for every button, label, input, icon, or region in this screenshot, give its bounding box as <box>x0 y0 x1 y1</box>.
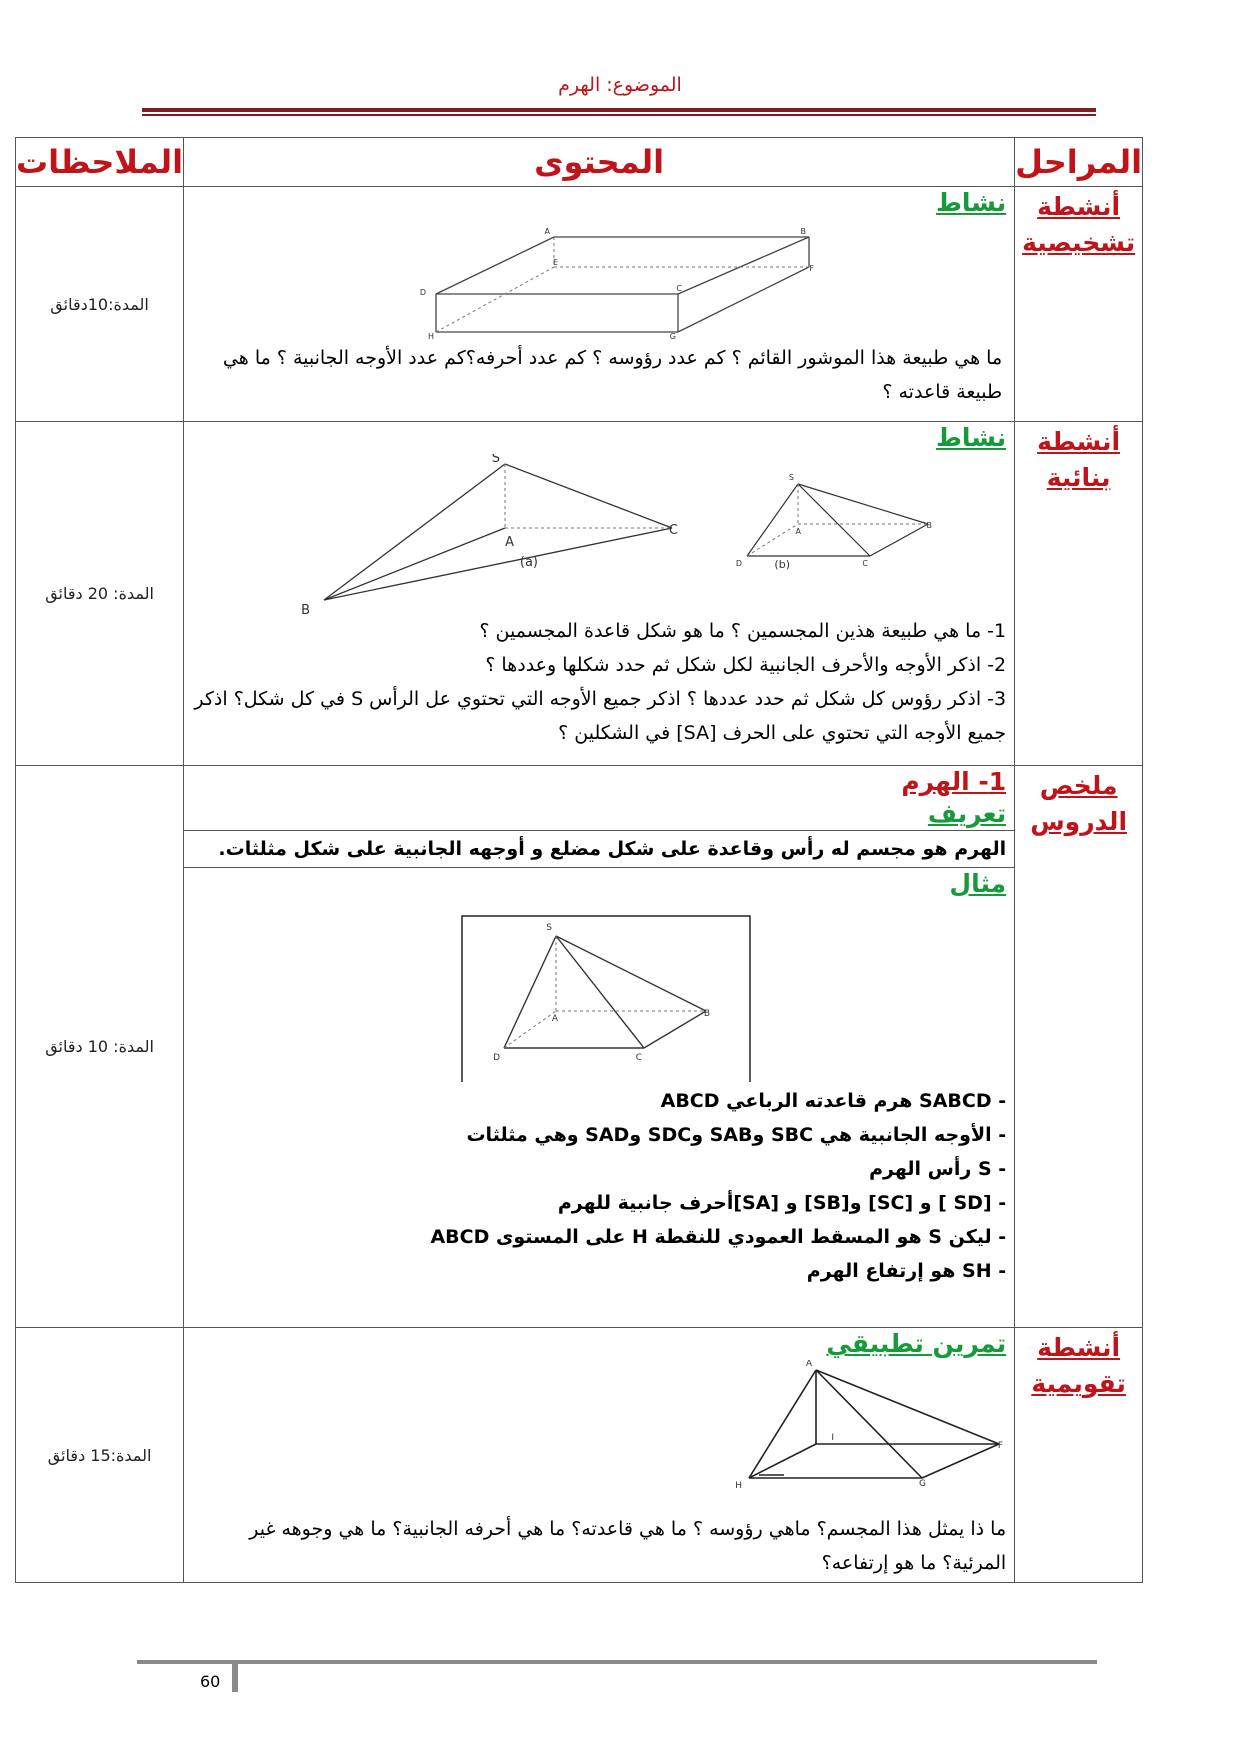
footer-separator <box>232 1664 238 1692</box>
vertex-label: C <box>669 523 679 538</box>
vertex-label: G <box>669 332 677 341</box>
vertex-label: S <box>491 454 501 466</box>
list-item: - ليكن S هو المسقط العمودي للنقطة H على المستوى ABCD <box>430 1226 1007 1248</box>
notes-cell: المدة: 20 دقائق <box>16 422 184 766</box>
notes-cell: المدة:10دقائق <box>16 187 184 422</box>
vertex-label: D <box>735 559 743 568</box>
vertex-label: H <box>735 1481 743 1491</box>
footer-rule <box>137 1660 1097 1664</box>
top-rule <box>142 108 1096 112</box>
lesson-table <box>15 137 1143 1583</box>
content-cell <box>184 1328 1015 1583</box>
vertex-label: D <box>419 288 427 297</box>
prism-figure <box>184 219 1014 341</box>
vertex-label: B <box>926 521 933 530</box>
vertex-label: F <box>997 1441 1004 1451</box>
stage-cell: ملخص الدروس <box>1015 766 1143 1328</box>
vertex-label: A <box>544 227 551 236</box>
list-item: - S رأس الهرم <box>869 1158 1007 1180</box>
vertex-label: B <box>703 1009 711 1019</box>
vertex-label: H <box>428 332 435 341</box>
vertex-label: C <box>676 284 683 293</box>
activity-title: نشاط <box>935 188 1007 217</box>
vertex-label: A <box>795 527 802 536</box>
exercise-figure <box>184 1360 1014 1498</box>
page-number: 60 <box>200 1672 221 1691</box>
vertex-label: S <box>546 923 553 933</box>
question-text: 3- اذكر رؤوس كل شكل ثم حدد عددها ؟ اذكر جميع الأوجه التي تحتوي عل الرأس S في كل شكل؟ اذكر جميع الأوجه التي تحتوي على الحرف [SA] في الشكلين ؟ <box>194 688 1007 744</box>
vertex-label: I <box>831 1433 835 1443</box>
header-notes: الملاحظات <box>16 138 184 187</box>
top-rule-thin <box>142 114 1096 116</box>
activity-title: تمرين تطبيقي <box>826 1329 1007 1358</box>
stage-cell: أنشطة تقويمية <box>1015 1328 1143 1583</box>
table-row <box>16 422 1143 766</box>
content-cell <box>184 766 1015 1328</box>
vertex-label: B <box>800 227 807 236</box>
example-title: مثال <box>949 869 1007 898</box>
question-text: ما ذا يمثل هذا المجسم؟ ماهي رؤوسه ؟ ما هي قاعدته؟ ما هي أحرفه الجانبية؟ ما هي وجوهه غير المرئية؟ ما هو إرتفاعه؟ <box>249 1518 1007 1574</box>
header-content: المحتوى <box>184 138 1015 187</box>
vertex-label: E <box>553 258 559 267</box>
question-text: ما هي طبيعة هذا الموشور القائم ؟ كم عدد رؤوسه ؟ كم عدد أحرفه؟كم عدد الأوجه الجانبية ؟ ما هي طبيعة قاعدته ؟ <box>222 347 1003 403</box>
vertex-label: A <box>805 1360 813 1369</box>
vertex-label: A <box>505 535 515 550</box>
table-row <box>16 766 1143 1328</box>
pyramid-example-figure <box>184 906 1014 1082</box>
list-item: - SH هو إرتفاع الهرم <box>806 1260 1007 1282</box>
vertex-label: D <box>493 1053 501 1063</box>
page-topic: الموضوع: الهرم <box>558 74 682 96</box>
stage-cell: أنشطة تشخيصية <box>1015 187 1143 422</box>
definition-text: الهرم هو مجسم له رأس وقاعدة على شكل مضلع و أوجهه الجانبية على شكل مثلثات. <box>184 830 1014 868</box>
stage-cell: أنشطة بنائية <box>1015 422 1143 766</box>
list-item: - الأوجه الجانبية هي SBC وSAB وSDC وSAD وهي مثلثات <box>466 1124 1007 1146</box>
summary-list <box>184 1084 1014 1288</box>
content-cell <box>184 187 1015 422</box>
question-text: 2- اذكر الأوجه والأحرف الجانبية لكل شكل ثم حدد شكلها وعددها ؟ <box>485 654 1007 676</box>
table-row <box>16 187 1143 422</box>
question-text: 1- ما هي طبيعة هذين المجسمين ؟ ما هو شكل قاعدة المجسمين ؟ <box>479 620 1007 642</box>
header-stages: المراحل <box>1015 138 1143 187</box>
definition-title: تعريف <box>927 799 1007 828</box>
section-title: 1- الهرم <box>901 767 1007 796</box>
list-item: - SABCD هرم قاعدته الرباعي ABCD <box>660 1090 1007 1112</box>
vertex-label: S <box>789 473 795 482</box>
activity-title: نشاط <box>935 423 1007 452</box>
figure-caption: (a) <box>520 555 539 570</box>
vertex-label: C <box>635 1053 643 1063</box>
content-cell <box>184 422 1015 766</box>
notes-cell: المدة:15 دقائق <box>16 1328 184 1583</box>
table-header-row <box>16 138 1143 187</box>
table-row <box>16 1328 1143 1583</box>
pyramid-figures <box>184 454 1014 614</box>
notes-cell: المدة: 10 دقائق <box>16 766 184 1328</box>
vertex-label: F <box>809 264 815 273</box>
vertex-label: C <box>862 559 869 568</box>
vertex-label: B <box>301 603 311 614</box>
list-item: - [SD ] و [SC] و[SB] و [SA]أحرف جانبية للهرم <box>557 1192 1007 1214</box>
figure-caption: (b) <box>774 558 791 571</box>
vertex-label: A <box>551 1014 559 1024</box>
vertex-label: G <box>919 1479 927 1489</box>
